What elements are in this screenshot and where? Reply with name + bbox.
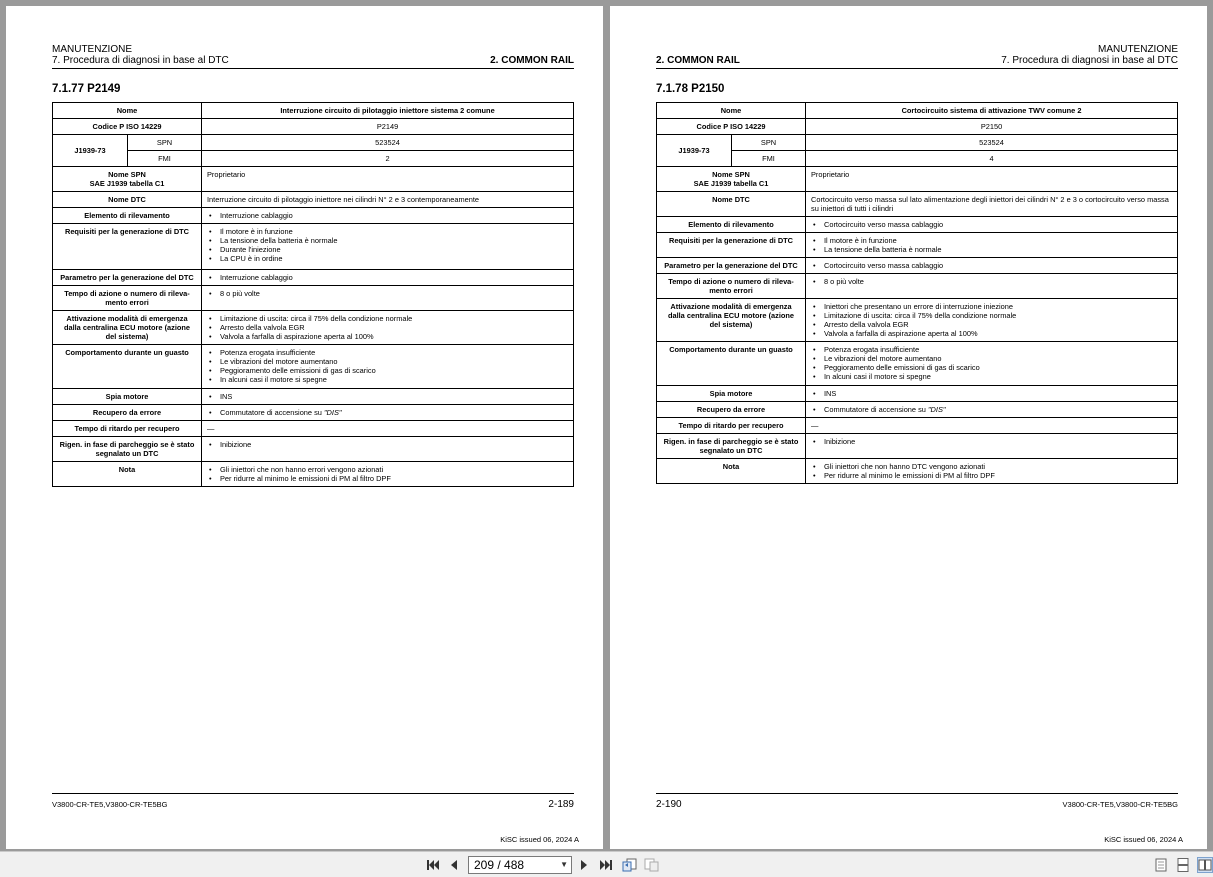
table-row	[53, 286, 574, 311]
row-value: 4	[806, 151, 1178, 167]
row-label: Nome	[53, 103, 202, 119]
list-item: • Il motore è in funzione	[207, 227, 568, 236]
left-page	[6, 6, 603, 849]
list-item: • Le vibrazioni del motore aumentano	[207, 357, 568, 366]
table-row	[53, 103, 574, 119]
list-item: • Arresto della valvola EGR	[811, 320, 1172, 329]
table-row	[657, 459, 1178, 484]
row-label: Nome SPN SAE J1939 tabella C1	[53, 167, 202, 192]
table-row	[53, 437, 574, 462]
list-item: • Potenza erogata insufficiente	[811, 345, 1172, 354]
table-row	[53, 208, 574, 224]
next-view-icon[interactable]	[644, 857, 660, 873]
table-row	[53, 119, 574, 135]
row-value	[202, 270, 574, 286]
bullet-list	[207, 273, 568, 282]
row-label: Parametro per la generazione del DTC	[53, 270, 202, 286]
table-row	[657, 434, 1178, 459]
row-label: Requisiti per la generazione di DTC	[657, 233, 806, 258]
list-item: • Cortocircuito verso massa cablaggio	[811, 261, 1172, 270]
footer-model: V3800-CR-TE5,V3800-CR-TE5BG	[52, 800, 168, 809]
page-indicator: 209 / 488	[474, 858, 525, 872]
table-row	[657, 342, 1178, 386]
row-label: Tempo di azione o numero di rileva-mento errori	[53, 286, 202, 311]
bullet-list	[811, 462, 1172, 480]
row-value	[806, 258, 1178, 274]
bullet-list	[811, 389, 1172, 398]
row-value: Cortocircuito sistema di attivazione TWV comune 2	[806, 103, 1178, 119]
table-row	[53, 224, 574, 270]
table-row	[53, 345, 574, 389]
row-label: J1939-73	[657, 135, 732, 167]
row-label: Tempo di ritardo per recupero	[53, 421, 202, 437]
header-system: 2. COMMON RAIL	[490, 55, 574, 66]
issued-note: KiSC issued 06, 2024 A	[500, 835, 579, 844]
row-value: Proprietario	[202, 167, 574, 192]
row-label: Elemento di rilevamento	[53, 208, 202, 224]
list-item: • Iniettori che presentano un errore di interruzione iniezione	[811, 302, 1172, 311]
row-label: Spia motore	[53, 389, 202, 405]
sub-label: SPN	[128, 135, 202, 151]
list-item: • Le vibrazioni del motore aumentano	[811, 354, 1172, 363]
bullet-list	[207, 227, 568, 263]
table-row	[657, 233, 1178, 258]
bullet-list	[207, 314, 568, 341]
list-item: • Interruzione cablaggio	[207, 273, 568, 282]
bullet-list	[207, 440, 568, 449]
section-title: 7.1.78 P2150	[656, 83, 725, 95]
row-value: 523524	[202, 135, 574, 151]
row-value: —	[202, 421, 574, 437]
bullet-list	[207, 348, 568, 384]
footer-page-number: 2-190	[656, 799, 682, 810]
recovery-key-position: "DIS"	[927, 405, 946, 414]
table-row	[53, 135, 574, 151]
row-value: P2150	[806, 119, 1178, 135]
single-page-view-icon[interactable]	[1153, 857, 1169, 873]
list-item: • Peggioramento delle emissioni di gas di scarico	[207, 366, 568, 375]
row-value: Interruzione circuito di pilotaggio iniettore sistema 2 comune	[202, 103, 574, 119]
row-value	[202, 389, 574, 405]
table-row	[657, 274, 1178, 299]
list-item: • 8 o più volte	[811, 277, 1172, 286]
row-value: Interruzione circuito di pilotaggio iniettore nei cilindri N° 2 e 3 contemporaneamente	[202, 192, 574, 208]
row-label: Rigen. in fase di parcheggio se è stato segnalato un DTC	[53, 437, 202, 462]
header-chapter: 7. Procedura di diagnosi in base al DTC	[52, 55, 229, 66]
recovery-text: Commutatore di accensione su	[220, 408, 324, 417]
row-value	[202, 405, 574, 421]
list-item: • Valvola a farfalla di aspirazione aperta al 100%	[207, 332, 568, 341]
row-value	[202, 208, 574, 224]
row-value: —	[806, 418, 1178, 434]
row-label: Attivazione modalità di emergenza dalla centralina ECU motore (azione del sistema)	[657, 299, 806, 342]
page-header	[52, 44, 574, 69]
row-value: Cortocircuito verso massa sul lato alimentazione degli iniettori dei cilindri N° 2 e 3 o cortocircuito verso massa su iniettori di tutti i cilindri	[806, 192, 1178, 217]
row-value	[202, 311, 574, 345]
list-item: • Il motore è in funzione	[811, 236, 1172, 245]
list-item	[811, 405, 1172, 414]
row-label: Tempo di ritardo per recupero	[657, 418, 806, 434]
row-label: Nome DTC	[657, 192, 806, 217]
row-value	[806, 342, 1178, 386]
list-item: • La CPU è in ordine	[207, 254, 568, 263]
list-item: • Inibizione	[811, 437, 1172, 446]
list-item: • Inibizione	[207, 440, 568, 449]
table-row	[657, 167, 1178, 192]
bullet-list	[207, 408, 568, 417]
row-value	[202, 345, 574, 389]
prev-page-icon[interactable]	[446, 857, 462, 873]
list-item: • Limitazione di uscita: circa il 75% della condizione normale	[811, 311, 1172, 320]
table-row	[53, 167, 574, 192]
table-row	[53, 311, 574, 345]
row-label: Comportamento durante un guasto	[657, 342, 806, 386]
bullet-list	[811, 277, 1172, 286]
row-value	[806, 233, 1178, 258]
bullet-list	[207, 289, 568, 298]
row-label: Nome DTC	[53, 192, 202, 208]
list-item: • Interruzione cablaggio	[207, 211, 568, 220]
row-label: Nota	[657, 459, 806, 484]
header-system: 2. COMMON RAIL	[656, 55, 740, 66]
row-value	[806, 217, 1178, 233]
list-item: • INS	[207, 392, 568, 401]
bullet-list	[811, 261, 1172, 270]
row-label: Nome	[657, 103, 806, 119]
table-row	[657, 119, 1178, 135]
row-value	[806, 274, 1178, 299]
list-item: • Limitazione di uscita: circa il 75% della condizione normale	[207, 314, 568, 323]
section-title: 7.1.77 P2149	[52, 83, 121, 95]
row-label: Codice P ISO 14229	[53, 119, 202, 135]
list-item: • La tensione della batteria è normale	[207, 236, 568, 245]
row-value	[806, 299, 1178, 342]
table-row	[657, 299, 1178, 342]
list-item: • Cortocircuito verso massa cablaggio	[811, 220, 1172, 229]
header-chapter: 7. Procedura di diagnosi in base al DTC	[1001, 55, 1178, 66]
row-value	[202, 224, 574, 270]
table-row	[53, 421, 574, 437]
row-label: Recupero da errore	[53, 405, 202, 421]
table-row	[657, 258, 1178, 274]
first-page-icon[interactable]	[425, 857, 441, 873]
row-label: Rigen. in fase di parcheggio se è stato segnalato un DTC	[657, 434, 806, 459]
list-item: • INS	[811, 389, 1172, 398]
row-value: Proprietario	[806, 167, 1178, 192]
list-item: • Valvola a farfalla di aspirazione aperta al 100%	[811, 329, 1172, 338]
list-item: • La tensione della batteria è normale	[811, 245, 1172, 254]
recovery-key-position: "DIS"	[323, 408, 342, 417]
row-label: Parametro per la generazione del DTC	[657, 258, 806, 274]
viewer-toolbar	[0, 851, 1213, 877]
list-item: • In alcuni casi il motore si spegne	[207, 375, 568, 384]
table-row	[657, 151, 1178, 167]
table-row	[53, 151, 574, 167]
row-label: Tempo di azione o numero di rileva-mento errori	[657, 274, 806, 299]
chevron-down-icon[interactable]: ▼	[560, 860, 568, 869]
table-row	[657, 192, 1178, 217]
row-label: Attivazione modalità di emergenza dalla centralina ECU motore (azione del sistema)	[53, 311, 202, 345]
row-value	[202, 286, 574, 311]
sub-label: SPN	[732, 135, 806, 151]
row-label: Codice P ISO 14229	[657, 119, 806, 135]
facing-pages-view-icon[interactable]	[1197, 857, 1213, 873]
list-item: • Per ridurre al minimo le emissioni di PM al filtro DPF	[207, 474, 568, 483]
row-label: Nota	[53, 462, 202, 487]
table-row	[53, 270, 574, 286]
table-row	[657, 217, 1178, 233]
row-label: Nome SPN SAE J1939 tabella C1	[657, 167, 806, 192]
row-value	[806, 459, 1178, 484]
list-item: • Gli iniettori che non hanno errori vengono azionati	[207, 465, 568, 474]
list-item: • In alcuni casi il motore si spegne	[811, 372, 1172, 381]
table-row	[657, 418, 1178, 434]
bullet-list	[207, 211, 568, 220]
right-page	[610, 6, 1207, 849]
row-value	[806, 402, 1178, 418]
bullet-list	[811, 345, 1172, 381]
issued-note: KiSC issued 06, 2024 A	[1104, 835, 1183, 844]
row-label: J1939-73	[53, 135, 128, 167]
row-label: Comportamento durante un guasto	[53, 345, 202, 389]
table-row	[657, 386, 1178, 402]
row-label: Recupero da errore	[657, 402, 806, 418]
next-page-icon[interactable]	[576, 857, 592, 873]
table-row	[657, 402, 1178, 418]
row-value: 2	[202, 151, 574, 167]
bullet-list	[207, 392, 568, 401]
row-value	[202, 437, 574, 462]
list-item: • Gli iniettori che non hanno DTC vengono azionati	[811, 462, 1172, 471]
page-header	[656, 44, 1178, 69]
table-row	[53, 192, 574, 208]
header-section: MANUTENZIONE	[1098, 44, 1178, 55]
continuous-view-icon[interactable]	[1175, 857, 1191, 873]
row-value: 523524	[806, 135, 1178, 151]
bullet-list	[811, 302, 1172, 338]
row-label: Elemento di rilevamento	[657, 217, 806, 233]
list-item: • Peggioramento delle emissioni di gas di scarico	[811, 363, 1172, 372]
row-label: Spia motore	[657, 386, 806, 402]
row-label: Requisiti per la generazione di DTC	[53, 224, 202, 270]
row-value	[202, 462, 574, 487]
dtc-table	[52, 102, 574, 487]
page-footer	[52, 793, 574, 810]
table-row	[53, 405, 574, 421]
list-item: • Potenza erogata insufficiente	[207, 348, 568, 357]
bullet-list	[207, 465, 568, 483]
last-page-icon[interactable]	[598, 857, 614, 873]
bullet-list	[811, 437, 1172, 446]
table-row	[657, 135, 1178, 151]
footer-page-number: 2-189	[548, 799, 574, 810]
list-item: • Arresto della valvola EGR	[207, 323, 568, 332]
row-value	[806, 386, 1178, 402]
table-row	[657, 103, 1178, 119]
bullet-list	[811, 405, 1172, 414]
page-footer	[656, 793, 1178, 810]
list-item: • Durante l'iniezione	[207, 245, 568, 254]
page-number-input[interactable]	[468, 856, 572, 874]
bullet-list	[811, 236, 1172, 254]
list-item: • Per ridurre al minimo le emissioni di PM al filtro DPF	[811, 471, 1172, 480]
previous-view-icon[interactable]	[622, 857, 638, 873]
sub-label: FMI	[732, 151, 806, 167]
row-value	[806, 434, 1178, 459]
recovery-text: Commutatore di accensione su	[824, 405, 928, 414]
header-section: MANUTENZIONE	[52, 44, 132, 55]
row-value: P2149	[202, 119, 574, 135]
footer-model: V3800-CR-TE5,V3800-CR-TE5BG	[1062, 800, 1178, 809]
bullet-list	[811, 220, 1172, 229]
sub-label: FMI	[128, 151, 202, 167]
table-row	[53, 389, 574, 405]
list-item: • 8 o più volte	[207, 289, 568, 298]
list-item	[207, 408, 568, 417]
table-row	[53, 462, 574, 487]
dtc-table	[656, 102, 1178, 484]
